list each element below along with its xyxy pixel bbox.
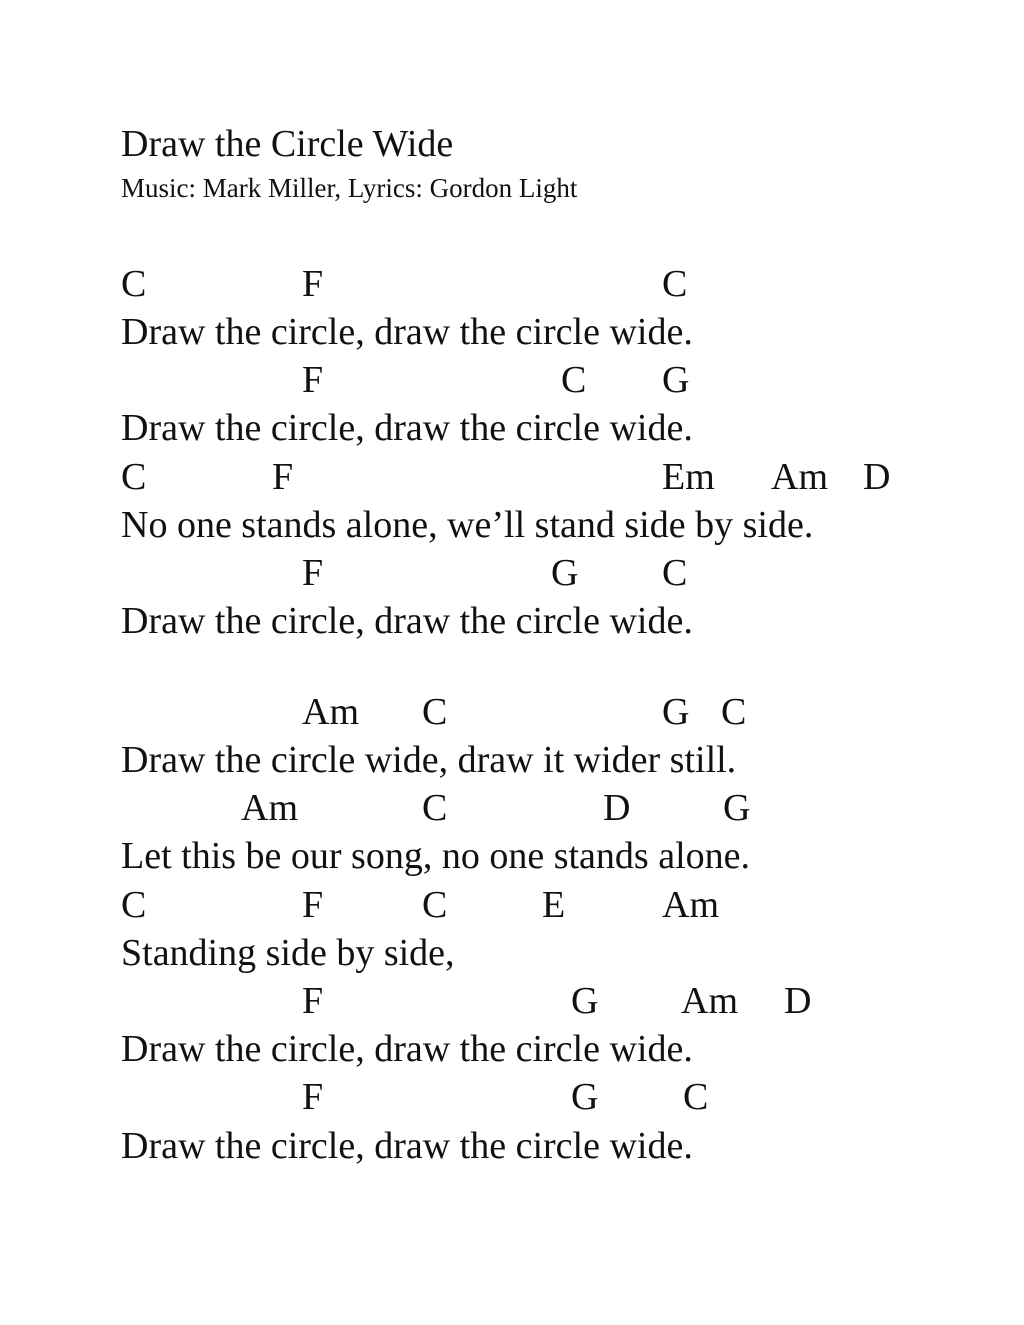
chord: C [662, 263, 688, 305]
lyric-row [121, 406, 1001, 450]
chord-row [121, 262, 1001, 306]
chord: C [121, 884, 147, 926]
chord: C [121, 263, 147, 305]
lyric-line: No one stands alone, we’ll stand side by side. [121, 504, 814, 546]
song-credits: Music: Mark Miller, Lyrics: Gordon Light [121, 173, 578, 203]
lyric-line: Standing side by side, [121, 932, 455, 974]
chord: D [863, 456, 891, 498]
chord: C [422, 884, 448, 926]
chord: C [422, 691, 448, 733]
chord: Em [662, 456, 715, 498]
chord: G [723, 787, 751, 829]
lyric-row [121, 1027, 1001, 1071]
lyric-line: Draw the circle, draw the circle wide. [121, 311, 693, 353]
chord: Am [681, 980, 738, 1022]
chord: F [302, 552, 324, 594]
chord-row [121, 883, 1001, 927]
chord-row [121, 551, 1001, 595]
chord: F [302, 884, 324, 926]
lyric-line: Draw the circle, draw the circle wide. [121, 407, 693, 449]
chord: G [571, 980, 599, 1022]
chord: Am [302, 691, 359, 733]
chord-row [121, 455, 1001, 499]
chord: F [302, 980, 324, 1022]
chord: C [422, 787, 448, 829]
lyric-row [121, 834, 1001, 878]
chord: C [721, 691, 747, 733]
chord: Am [771, 456, 828, 498]
chord: E [542, 884, 566, 926]
chord-row [121, 979, 1001, 1023]
lyric-line: Draw the circle, draw the circle wide. [121, 1125, 693, 1167]
chord: F [302, 359, 324, 401]
chord: G [662, 359, 690, 401]
lyric-row [121, 599, 1001, 643]
lyric-row [121, 503, 1001, 547]
chord: C [561, 359, 587, 401]
chord: C [121, 456, 147, 498]
chord: D [603, 787, 631, 829]
lyric-line: Draw the circle, draw the circle wide. [121, 600, 693, 642]
lyric-line: Let this be our song, no one stands alone. [121, 835, 751, 877]
chord: Am [241, 787, 298, 829]
lyric-row [121, 1124, 1001, 1168]
chord: C [662, 552, 688, 594]
chord-row [121, 786, 1001, 830]
chord-row [121, 1075, 1001, 1119]
chord: D [784, 980, 812, 1022]
chord: F [302, 263, 324, 305]
lyric-row [121, 310, 1001, 354]
lyric-row [121, 738, 1001, 782]
song-title: Draw the Circle Wide [121, 123, 454, 165]
chord: C [683, 1076, 709, 1118]
lyric-row [121, 931, 1001, 975]
chord: F [302, 1076, 324, 1118]
chord: G [571, 1076, 599, 1118]
chord-row [121, 690, 1001, 734]
chord: G [551, 552, 579, 594]
chord: G [662, 691, 690, 733]
chord-row [121, 358, 1001, 402]
chord: F [272, 456, 294, 498]
lyric-line: Draw the circle, draw the circle wide. [121, 1028, 693, 1070]
lyric-line: Draw the circle wide, draw it wider still. [121, 739, 737, 781]
chord: Am [662, 884, 719, 926]
